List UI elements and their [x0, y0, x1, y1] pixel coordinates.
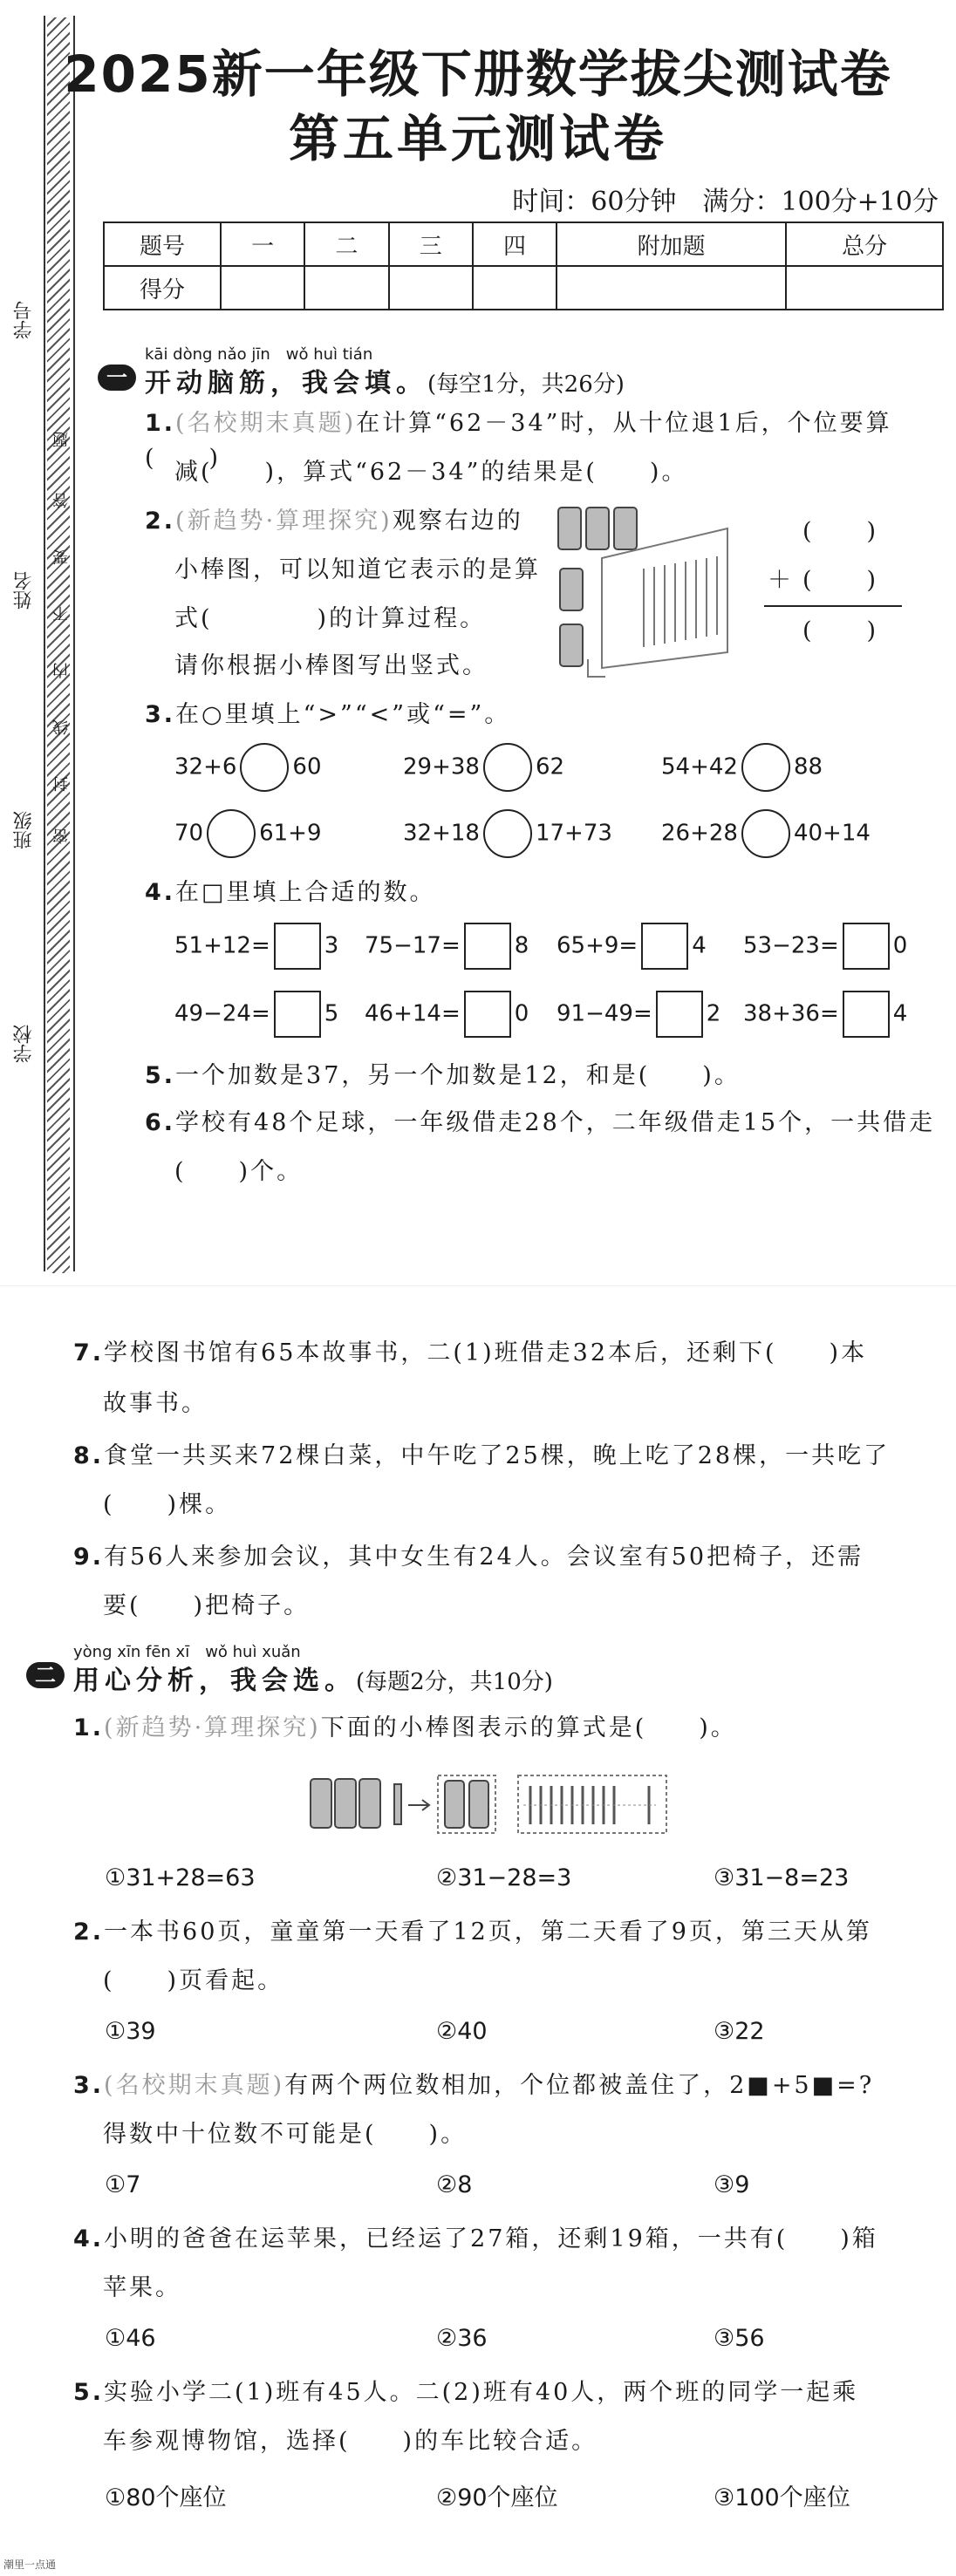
stick-subtraction-diagram — [305, 1768, 680, 1840]
fill-item — [174, 991, 338, 1038]
score-cell: 四 — [473, 222, 557, 266]
question-number: 2. — [73, 1918, 105, 1946]
question-text: 实验小学二(1)班有45人。二(2)班有40人，两个班的同学一起乘 — [104, 2379, 859, 2406]
compare-item — [661, 743, 823, 792]
question-tag: (名校期末真题) — [104, 2072, 285, 2099]
expr-digit: 0 — [892, 932, 908, 959]
expr-left: 49−24= — [174, 1000, 270, 1027]
fill-box[interactable] — [274, 923, 321, 970]
s2-question-4-line2: 苹果。 — [103, 2274, 181, 2301]
score-table-header-row — [104, 222, 943, 266]
question-number: 5. — [145, 1062, 176, 1089]
compare-item — [403, 809, 612, 858]
question-tag: (名校期末真题) — [175, 410, 357, 437]
section1-title: 开动脑筋，我会填。 — [145, 368, 427, 399]
s1-question-5 — [145, 1059, 741, 1094]
fill-item — [557, 991, 720, 1038]
score-input-cell[interactable] — [786, 266, 943, 310]
compare-item — [661, 809, 871, 858]
compare-circle[interactable] — [240, 743, 289, 792]
s1-question-2-line3: 式( )的计算过程。 — [174, 605, 487, 632]
s1-question-7-line2: 故事书。 — [103, 1390, 208, 1417]
fill-item — [557, 923, 707, 970]
option-3[interactable]: ③56 — [714, 2325, 765, 2352]
option-3[interactable]: ③9 — [714, 2171, 750, 2198]
expr-left: 91−49= — [557, 1000, 652, 1027]
seal-char: 线 — [52, 719, 71, 735]
sidebar-line — [44, 16, 45, 1271]
option-2[interactable]: ②31−28=3 — [436, 1864, 572, 1891]
compare-circle[interactable] — [207, 809, 256, 858]
expr-left: 53−23= — [743, 932, 839, 959]
question-text: 有两个两位数相加，个位都被盖住了，2■+5■=? — [284, 2072, 875, 2099]
option-1[interactable]: ①80个座位 — [105, 2484, 227, 2511]
compare-item — [174, 743, 322, 792]
seal-char: 密 — [52, 828, 71, 844]
compare-item — [174, 809, 322, 858]
expr-right: 60 — [292, 753, 322, 780]
question-text: 食堂一共买来72棵白菜，中午吃了25棵，晚上吃了28棵，一共吃了 — [104, 1442, 891, 1469]
question-text: 观察右边的 — [392, 508, 523, 535]
expr-digit: 4 — [892, 1000, 908, 1027]
fill-item — [743, 923, 907, 970]
fill-box[interactable] — [843, 923, 890, 970]
expr-left: 54+42 — [661, 753, 738, 780]
s1-question-9-line2: 要( )把椅子。 — [103, 1592, 311, 1619]
score-table — [103, 221, 944, 310]
sidebar-hatch — [47, 17, 70, 1273]
fill-box[interactable] — [274, 991, 321, 1038]
question-number: 4. — [73, 2225, 105, 2252]
s2-question-2-line2: ( )页看起。 — [103, 1967, 284, 1994]
s2-question-5-line2: 车参观博物馆，选择( )的车比较合适。 — [103, 2428, 598, 2455]
question-number: 1. — [73, 1714, 105, 1741]
class-label: 班级 — [13, 811, 35, 849]
expr-digit: 2 — [706, 1000, 721, 1027]
question-number: 7. — [73, 1339, 105, 1366]
question-text: 学校有48个足球，一年级借走28个，二年级借走15个，一共借走 — [175, 1109, 936, 1136]
fill-item — [365, 923, 529, 970]
option-2[interactable]: ②36 — [436, 2325, 488, 2352]
option-1[interactable]: ①31+28=63 — [105, 1864, 256, 1891]
section2-heading — [73, 1659, 553, 1697]
compare-item — [403, 743, 564, 792]
option-1[interactable]: ①7 — [105, 2171, 141, 2198]
score-input-cell[interactable] — [389, 266, 473, 310]
s1-question-3 — [145, 698, 510, 733]
page-subtitle: 第五单元测试卷 — [288, 109, 667, 168]
option-1[interactable]: ①46 — [105, 2325, 156, 2352]
fill-box[interactable] — [656, 991, 703, 1038]
question-text: 一本书60页，童童第一天看了12页，第二天看了9页，第三天从第 — [104, 1918, 872, 1946]
score-cell: 得分 — [104, 266, 221, 310]
question-number: 3. — [73, 2072, 105, 2099]
fill-box[interactable] — [843, 991, 890, 1038]
section2-title: 用心分析，我会选。 — [73, 1666, 356, 1696]
score-input-cell[interactable] — [557, 266, 786, 310]
seal-char: 内 — [52, 663, 71, 678]
section1-badge: 一 — [98, 365, 136, 391]
question-text: 在○里填上“>”“<”或“=”。 — [175, 701, 511, 728]
fill-box[interactable] — [464, 923, 511, 970]
column-blank-2[interactable]: ( ) — [802, 567, 879, 594]
question-number: 5. — [73, 2379, 105, 2406]
s2-question-3 — [73, 2068, 874, 2103]
seal-char: 答 — [52, 493, 71, 508]
fill-item — [743, 991, 907, 1038]
school-label: 学校 — [13, 1025, 35, 1063]
seal-char: 不 — [52, 606, 71, 622]
question-number: 6. — [145, 1109, 176, 1136]
option-1[interactable]: ①39 — [105, 2018, 156, 2045]
question-text: 在计算“62－34”时，从十位退1后，个位要算( ) — [145, 410, 892, 472]
option-3[interactable]: ③31−8=23 — [714, 1864, 850, 1891]
student-number-label: 学号 — [13, 301, 35, 339]
section1-pinyin: kāi dòng nǎo jīn wǒ huì tián — [145, 345, 373, 364]
fill-box[interactable] — [464, 991, 511, 1038]
expr-left: 70 — [174, 820, 204, 847]
section2-badge: 二 — [26, 1662, 65, 1688]
compare-circle[interactable] — [483, 809, 532, 858]
compare-circle[interactable] — [483, 743, 532, 792]
question-number: 3. — [145, 701, 176, 728]
s1-question-1-line2: 减( )，算式“62－34”的结果是( )。 — [174, 459, 688, 486]
expr-left: 32+18 — [403, 820, 480, 847]
fill-item — [365, 991, 529, 1038]
score-cell: 总分 — [786, 222, 943, 266]
score-cell: 题号 — [104, 222, 221, 266]
score-cell: 二 — [304, 222, 388, 266]
score-input-cell[interactable] — [304, 266, 388, 310]
expr-right: 17+73 — [535, 820, 612, 847]
expr-left: 29+38 — [403, 753, 480, 780]
question-text: 在□里填上合适的数。 — [175, 879, 436, 906]
option-2[interactable]: ②8 — [436, 2171, 473, 2198]
expr-digit: 5 — [324, 1000, 339, 1027]
expr-digit: 8 — [514, 932, 529, 959]
seal-char: 封 — [52, 776, 71, 792]
s1-question-8 — [73, 1439, 890, 1474]
score-table-score-row — [104, 266, 943, 310]
expr-left: 38+36= — [743, 1000, 839, 1027]
question-text: 有56人来参加会议，其中女生有24人。会议室有50把椅子，还需 — [104, 1544, 864, 1571]
question-tag: (新趋势·算理探究) — [175, 508, 393, 535]
score-cell: 附加题 — [557, 222, 786, 266]
s2-question-2 — [73, 1915, 872, 1950]
expr-digit: 0 — [514, 1000, 529, 1027]
page-divider — [0, 1285, 956, 1305]
s1-question-6 — [145, 1106, 935, 1141]
binding-sidebar — [0, 0, 87, 1282]
section1-note: (每空1分，共26分) — [427, 371, 625, 398]
page-title: 2025新一年级下册数学拔尖测试卷 — [64, 44, 892, 104]
expr-left: 65+9= — [557, 932, 638, 959]
score-cell: 三 — [389, 222, 473, 266]
column-plus-sign: ＋ — [768, 567, 794, 594]
column-blank-1[interactable]: ( ) — [802, 518, 879, 545]
s1-question-2-line2: 小棒图，可以知道它表示的是算 — [174, 556, 541, 583]
expr-right: 62 — [535, 753, 565, 780]
question-number: 2. — [145, 508, 176, 535]
question-number: 1. — [145, 410, 176, 437]
expr-digit: 3 — [324, 932, 339, 959]
fill-box[interactable] — [641, 923, 688, 970]
s2-question-1 — [73, 1711, 737, 1746]
s2-question-3-line2: 得数中十位数不可能是( )。 — [103, 2121, 468, 2148]
question-tag: (新趋势·算理探究) — [104, 1714, 321, 1741]
expr-right: 88 — [793, 753, 823, 780]
compare-circle[interactable] — [741, 809, 790, 858]
expr-digit: 4 — [692, 932, 707, 959]
expr-right: 61+9 — [259, 820, 322, 847]
s1-question-4 — [145, 876, 436, 910]
section2-pinyin: yòng xīn fēn xī wǒ huì xuǎn — [73, 1643, 301, 1661]
expr-left: 46+14= — [365, 1000, 461, 1027]
expr-right: 40+14 — [793, 820, 871, 847]
fill-item — [174, 923, 338, 970]
expr-left: 32+6 — [174, 753, 237, 780]
section2-note: (每题2分，共10分) — [356, 1669, 553, 1695]
seal-char: 题 — [52, 432, 71, 447]
question-number: 9. — [73, 1544, 105, 1571]
question-text: 下面的小棒图表示的算式是( )。 — [320, 1714, 737, 1741]
sidebar-line — [73, 16, 75, 1271]
score-input-cell[interactable] — [221, 266, 304, 310]
exam-meta: 时间：60分钟 满分：100分+10分 — [512, 187, 939, 217]
expr-left: 51+12= — [174, 932, 270, 959]
question-number: 8. — [73, 1442, 105, 1469]
score-input-cell[interactable] — [473, 266, 557, 310]
stick-bundle-diagram — [553, 497, 736, 680]
option-2[interactable]: ②90个座位 — [436, 2484, 558, 2511]
s2-question-4 — [73, 2222, 878, 2257]
question-text: 小明的爸爸在运苹果，已经运了27箱，还剩19箱，一共有( )箱 — [104, 2225, 878, 2252]
expr-left: 75−17= — [365, 932, 461, 959]
score-cell: 一 — [221, 222, 304, 266]
section1-heading — [145, 361, 625, 399]
compare-circle[interactable] — [741, 743, 790, 792]
s1-question-6-line2: ( )个。 — [174, 1158, 304, 1185]
option-2[interactable]: ②40 — [436, 2018, 488, 2045]
column-rule — [764, 605, 902, 607]
footer-watermark: 潮里一点通 — [3, 2559, 57, 2571]
seal-char: 要 — [52, 549, 71, 565]
question-number: 4. — [145, 879, 176, 906]
s1-question-7 — [73, 1336, 867, 1371]
s1-question-8-line2: ( )棵。 — [103, 1491, 232, 1518]
column-blank-3[interactable]: ( ) — [802, 617, 879, 644]
name-label: 姓名 — [13, 571, 35, 610]
expr-left: 26+28 — [661, 820, 738, 847]
s1-question-9 — [73, 1540, 864, 1575]
s2-question-5 — [73, 2375, 858, 2410]
option-3[interactable]: ③100个座位 — [714, 2484, 850, 2511]
question-text: 学校图书馆有65本故事书，二(1)班借走32本后，还剩下( )本 — [104, 1339, 868, 1366]
question-text: 一个加数是37，另一个加数是12，和是( )。 — [175, 1062, 741, 1089]
s1-question-2 — [145, 504, 523, 539]
option-3[interactable]: ③22 — [714, 2018, 765, 2045]
s1-question-2-line4: 请你根据小棒图写出竖式。 — [174, 652, 488, 679]
